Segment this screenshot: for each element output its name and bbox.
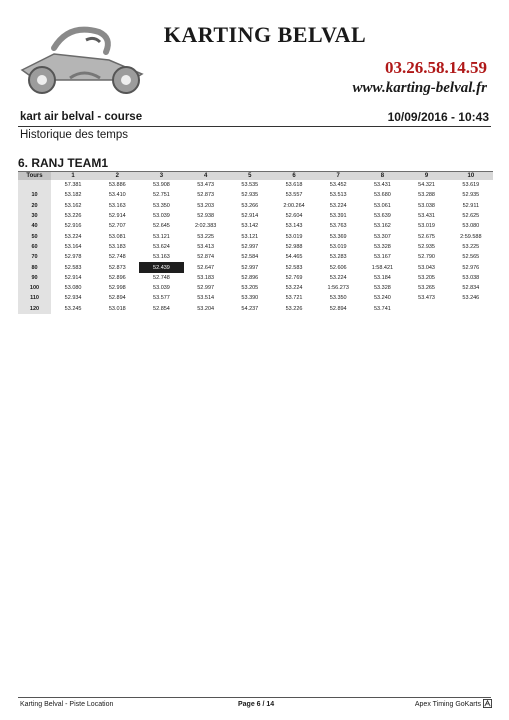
lap-time-cell: 53.163 [153, 254, 170, 261]
row-label: 100 [18, 283, 51, 293]
lap-time-cell: 53.184 [373, 274, 391, 281]
lap-time-cell: 53.307 [373, 233, 391, 240]
footer-right: Apex Timing GoKarts [414, 701, 481, 708]
lap-time-cell: 52.914 [64, 274, 82, 281]
lap-time-cell: 53.061 [373, 202, 391, 209]
lap-time-cell: 52.988 [285, 243, 303, 250]
lap-time-cell: 52.911 [462, 202, 480, 209]
lap-time-cell: 53.081 [108, 233, 126, 240]
lap-time-cell: 52.748 [153, 274, 170, 281]
lap-time-cell: 53.283 [329, 254, 347, 261]
lap-time-cell: 53.162 [373, 223, 391, 230]
lap-time-cell: 53.473 [418, 295, 435, 302]
lap-time-cell: 52.583 [285, 264, 303, 271]
lap-time-cell: 52.583 [64, 264, 82, 271]
lap-time-cell: 52.565 [462, 254, 480, 261]
table-row [18, 252, 493, 262]
lap-time-cell: 53.369 [329, 233, 347, 240]
table-body [18, 180, 493, 314]
row-label: 70 [18, 252, 51, 262]
table-row [18, 190, 493, 200]
lap-time-cell: 53.452 [329, 182, 347, 189]
lap-time-cell: 53.763 [329, 223, 347, 230]
footer-left: Karting Belval - Piste Location [20, 701, 114, 708]
lap-time-cell: 52.790 [418, 254, 435, 261]
table-row [18, 262, 493, 272]
lap-time-cell: 53.121 [153, 233, 170, 240]
lap-time-cell: 53.142 [241, 223, 259, 230]
lap-time-cell: 1:58.421 [371, 264, 394, 271]
table-row [18, 211, 493, 221]
lap-time-cell: 52.976 [462, 264, 480, 271]
lap-time-cell: 53.038 [418, 202, 435, 209]
lap-time-cell: 53.205 [418, 274, 435, 281]
column-header: 3 [139, 172, 183, 180]
lap-time-cell: 53.204 [197, 305, 215, 312]
row-label: 80 [18, 262, 51, 272]
lap-time-cell: 53.226 [285, 305, 303, 312]
lap-time-cell: 53.043 [418, 264, 435, 271]
lap-time-cell: 53.224 [329, 274, 347, 281]
lap-time-cell: 53.328 [373, 243, 391, 250]
lap-time-cell: 54.321 [418, 182, 435, 189]
lap-time-cell: 52.997 [241, 243, 259, 250]
column-header: 10 [449, 172, 493, 180]
lap-time-cell: 53.391 [329, 213, 347, 220]
lap-time-cell: 53.019 [418, 223, 435, 230]
lap-time-cell: 2:00.264 [283, 202, 305, 209]
lap-time-cell: 53.431 [373, 182, 391, 189]
best-lap-cell: 52.439 [139, 262, 183, 272]
lap-time-cell: 57.381 [64, 182, 82, 189]
table-row [18, 180, 493, 190]
lap-time-cell: 53.721 [285, 295, 303, 302]
row-label: 60 [18, 242, 51, 252]
lap-time-cell: 52.935 [462, 192, 480, 199]
row-label: 90 [18, 273, 51, 283]
lap-time-cell: 53.205 [241, 285, 259, 292]
race-datetime: 10/09/2016 - 10:43 [387, 110, 489, 124]
lap-time-cell: 53.680 [373, 192, 391, 199]
lap-time-cell: 53.557 [285, 192, 303, 199]
lap-time-cell: 52.874 [197, 254, 215, 261]
lap-time-cell: 52.625 [462, 213, 480, 220]
lap-time-cell: 53.225 [462, 243, 480, 250]
table-row [18, 201, 493, 211]
column-header: Tours [18, 172, 51, 180]
lap-time-cell: 53.410 [108, 192, 126, 199]
lap-time-cell: 52.647 [197, 264, 215, 271]
row-label: 120 [18, 304, 51, 314]
lap-time-cell: 52.675 [418, 233, 435, 240]
lap-time-cell: 53.577 [153, 295, 170, 302]
column-header: 9 [405, 172, 449, 180]
lap-time-cell: 53.019 [285, 233, 303, 240]
lap-time-cell: 53.266 [241, 202, 259, 209]
lap-time-cell: 53.350 [329, 295, 347, 302]
phone-number: 03.26.58.14.59 [385, 58, 487, 77]
lap-time-cell: 52.873 [197, 192, 215, 199]
column-header: 6 [272, 172, 316, 180]
lap-time-cell: 53.183 [197, 274, 215, 281]
lap-time-cell: 53.225 [197, 233, 215, 240]
lap-time-cell: 53.886 [108, 182, 126, 189]
lap-time-cell: 53.203 [197, 202, 215, 209]
lap-time-cell: 52.604 [285, 213, 303, 220]
lap-time-cell: 2:02.383 [194, 223, 217, 230]
team-section [18, 156, 493, 170]
table-row [18, 293, 493, 303]
lap-time-cell: 52.894 [108, 295, 126, 302]
table-header-row [18, 172, 493, 180]
lap-time-cell: 52.834 [462, 285, 480, 292]
lap-time-cell: 53.288 [418, 192, 435, 199]
lap-times-table [18, 172, 493, 314]
lap-time-cell: 53.535 [241, 182, 259, 189]
column-header: 2 [95, 172, 139, 180]
team-title: 6. RANJ TEAM1 [18, 156, 109, 170]
lap-time-cell: 52.978 [64, 254, 82, 261]
column-header: 4 [184, 172, 228, 180]
lap-time-cell: 53.080 [64, 285, 82, 292]
table-row [18, 221, 493, 231]
lap-time-cell: 53.514 [197, 295, 215, 302]
lap-time-cell: 53.226 [64, 213, 82, 220]
lap-time-cell: 53.224 [64, 233, 82, 240]
lap-time-cell: 53.121 [241, 233, 259, 240]
lap-time-cell: 52.645 [153, 223, 170, 230]
table-row [18, 273, 493, 283]
lap-time-cell: 53.080 [462, 223, 480, 230]
lap-time-cell: 53.018 [108, 305, 126, 312]
column-header: 1 [51, 172, 95, 180]
apex-logo-icon [483, 699, 492, 708]
lap-time-cell: 53.164 [64, 243, 82, 250]
lap-time-cell: 53.019 [329, 243, 347, 250]
lap-time-cell: 52.748 [108, 254, 126, 261]
row-label: 10 [18, 190, 51, 200]
lap-time-cell: 52.998 [108, 285, 126, 292]
row-label [18, 180, 51, 190]
lap-time-cell: 52.751 [153, 192, 170, 199]
lap-time-cell: 53.390 [241, 295, 259, 302]
lap-time-cell: 53.246 [462, 295, 480, 302]
lap-time-cell [449, 304, 493, 314]
lap-time-cell: 52.896 [108, 274, 126, 281]
lap-time-cell: 53.163 [108, 202, 126, 209]
lap-time-cell: 53.245 [64, 305, 82, 312]
lap-time-cell: 53.183 [108, 243, 126, 250]
lap-time-cell: 53.162 [64, 202, 82, 209]
race-subtitle: kart air belval - course [20, 111, 143, 123]
column-header: 7 [316, 172, 360, 180]
lap-time-cell: 53.639 [373, 213, 391, 220]
lap-time-cell [405, 304, 449, 314]
header-divider [18, 126, 491, 127]
row-label: 30 [18, 211, 51, 221]
lap-time-cell: 52.934 [64, 295, 82, 302]
lap-time-cell: 53.908 [153, 182, 170, 189]
lap-time-cell: 52.707 [108, 223, 126, 230]
lap-time-cell: 52.935 [241, 192, 259, 199]
lap-time-cell: 53.038 [462, 274, 480, 281]
row-label: 50 [18, 231, 51, 241]
go-kart-logo [14, 18, 154, 98]
website: www.karting-belval.fr [352, 80, 487, 96]
lap-time-cell: 52.894 [329, 305, 347, 312]
lap-time-cell: 52.914 [108, 213, 126, 220]
table-row [18, 231, 493, 241]
page-number: Page 6 / 14 [238, 701, 275, 708]
column-header: 8 [360, 172, 404, 180]
lap-time-cell: 1:56.273 [327, 285, 349, 292]
lap-time-cell: 53.039 [153, 285, 170, 292]
lap-time-cell: 53.143 [285, 223, 303, 230]
row-label: 110 [18, 293, 51, 303]
lap-time-cell: 53.618 [285, 182, 303, 189]
lap-time-cell: 53.350 [153, 202, 170, 209]
lap-time-cell: 53.413 [197, 243, 215, 250]
lap-time-cell: 53.182 [64, 192, 82, 199]
lap-time-cell: 53.741 [373, 305, 391, 312]
lap-time-cell: 52.997 [241, 264, 259, 271]
lap-time-cell: 52.914 [241, 213, 259, 220]
table-row [18, 304, 493, 314]
lap-time-cell: 54.465 [285, 254, 303, 261]
lap-time-cell: 53.328 [373, 285, 391, 292]
lap-time-cell: 52.916 [64, 223, 82, 230]
document-title: Historique des temps [20, 129, 129, 141]
lap-time-cell: 52.584 [241, 254, 259, 261]
lap-time-cell: 52.938 [197, 213, 215, 220]
lap-time-cell: 52.935 [418, 243, 435, 250]
lap-time-cell: 52.873 [108, 264, 126, 271]
lap-time-cell: 53.624 [153, 243, 170, 250]
lap-time-cell: 52.997 [197, 285, 215, 292]
lap-time-cell: 53.224 [329, 202, 347, 209]
row-label: 20 [18, 201, 51, 211]
table-row [18, 283, 493, 293]
lap-time-cell: 53.431 [418, 213, 435, 220]
footer-divider [18, 697, 491, 698]
lap-time-cell: 53.513 [329, 192, 347, 199]
lap-time-cell: 53.473 [197, 182, 215, 189]
row-label: 40 [18, 221, 51, 231]
lap-time-cell: 53.167 [373, 254, 391, 261]
lap-time-cell: 53.619 [462, 182, 480, 189]
lap-time-cell: 53.039 [153, 213, 170, 220]
lap-time-cell: 52.606 [329, 264, 347, 271]
lap-time-cell: 53.224 [285, 285, 303, 292]
lap-time-cell: 2:59.588 [460, 233, 482, 240]
lap-time-cell: 52.854 [153, 305, 170, 312]
lap-time-cell: 53.265 [418, 285, 435, 292]
column-header: 5 [228, 172, 272, 180]
lap-time-cell: 52.769 [285, 274, 303, 281]
lap-time-cell: 54.237 [241, 305, 259, 312]
lap-time-cell: 53.240 [373, 295, 391, 302]
table-row [18, 242, 493, 252]
brand-name: KARTING BELVAL [163, 22, 367, 47]
lap-time-cell: 52.896 [241, 274, 259, 281]
